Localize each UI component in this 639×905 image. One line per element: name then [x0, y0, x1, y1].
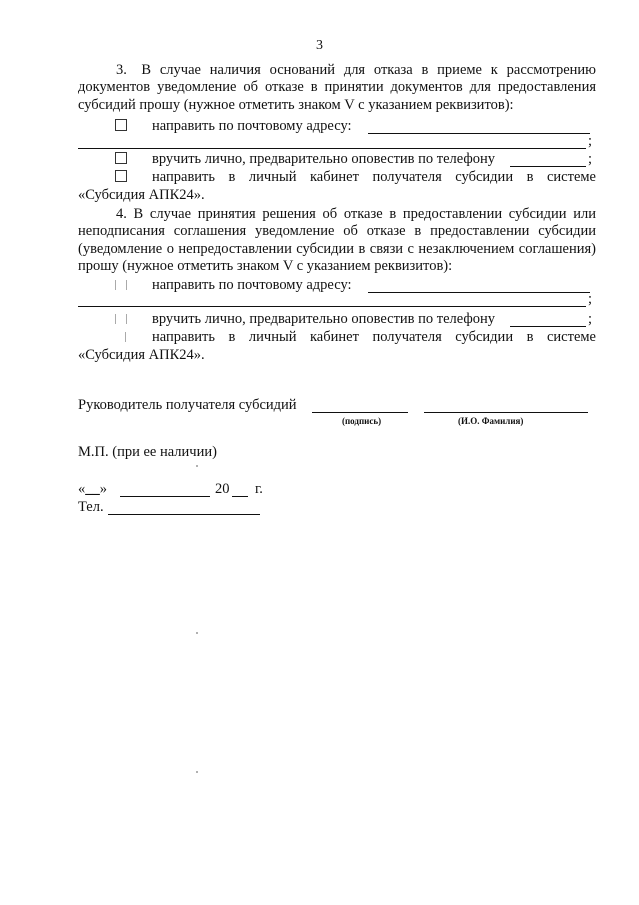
address-field-continuation[interactable] — [78, 148, 586, 149]
checkbox[interactable] — [115, 329, 126, 346]
checkbox[interactable] — [115, 169, 127, 186]
section-3-intro: 3. В случае наличия оснований для отказа в приеме к рассмотрению документов уведомление об отказе в принятии документов для предоставления субсидий прошу (нужное отметить знаком V с указанием реквизитов): — [78, 62, 596, 113]
page-number: 3 — [316, 38, 323, 53]
checkbox[interactable] — [115, 311, 127, 328]
option-label: направить в личный кабинет получателя субсидии в системе — [152, 169, 596, 185]
scan-speck — [196, 465, 198, 467]
option-label: направить в личный кабинет получателя субсидии в системе — [152, 329, 596, 345]
checkbox[interactable] — [115, 118, 127, 135]
year-prefix: 20 — [215, 481, 230, 497]
address-field[interactable] — [368, 121, 590, 134]
scan-speck — [196, 632, 198, 634]
semicolon: ; — [588, 133, 593, 149]
section-4-intro: 4. В случае принятия решения об отказе в предоставлении субсидии или неподписания соглашения уведомление об отказе в предоставлении субсидии (уведомление о непредоставлении субсидии в связи с незаключением соглашения) прошу (нужное отметить знаком V с указанием реквизитов): — [78, 206, 596, 275]
seal-label: М.П. (при ее наличии) — [78, 444, 217, 460]
date-row — [78, 481, 596, 498]
open-quote: « — [78, 481, 86, 497]
caption-signature: (подпись) — [342, 416, 382, 426]
phone-number-field[interactable] — [108, 502, 260, 515]
close-quote: » — [99, 481, 107, 497]
head-label: Руководитель получателя субсидий — [78, 397, 297, 413]
signature-row — [78, 397, 596, 414]
scan-speck — [196, 771, 198, 773]
phone-field[interactable] — [510, 314, 586, 327]
phone-row — [78, 499, 596, 516]
checkbox[interactable] — [115, 277, 127, 294]
caption-name: (И.О. Фамилия) — [458, 416, 524, 426]
year-field[interactable] — [232, 484, 248, 497]
phone-label: Тел. — [78, 499, 104, 515]
semicolon: ; — [588, 291, 593, 307]
section-4-option-cabinet-cont: «Субсидия АПК24». — [78, 347, 205, 363]
semicolon: ; — [588, 311, 593, 327]
signature-field[interactable] — [312, 400, 408, 413]
address-field-continuation[interactable] — [78, 306, 586, 307]
section-3-option-cabinet-cont: «Субсидия АПК24». — [78, 187, 205, 203]
address-field[interactable] — [368, 280, 590, 293]
name-field[interactable] — [424, 400, 588, 413]
option-label: направить по почтовому адресу: — [152, 277, 352, 293]
semicolon: ; — [588, 151, 593, 167]
phone-field[interactable] — [510, 154, 586, 167]
month-field[interactable] — [120, 484, 210, 497]
option-label: направить по почтовому адресу: — [152, 118, 352, 134]
year-suffix: г. — [255, 481, 263, 497]
option-label: вручить лично, предварительно оповестив по телефону — [152, 151, 496, 167]
option-label: вручить лично, предварительно оповестив по телефону — [152, 311, 496, 327]
day-field[interactable]: __ — [85, 481, 100, 497]
checkbox[interactable] — [115, 151, 127, 168]
